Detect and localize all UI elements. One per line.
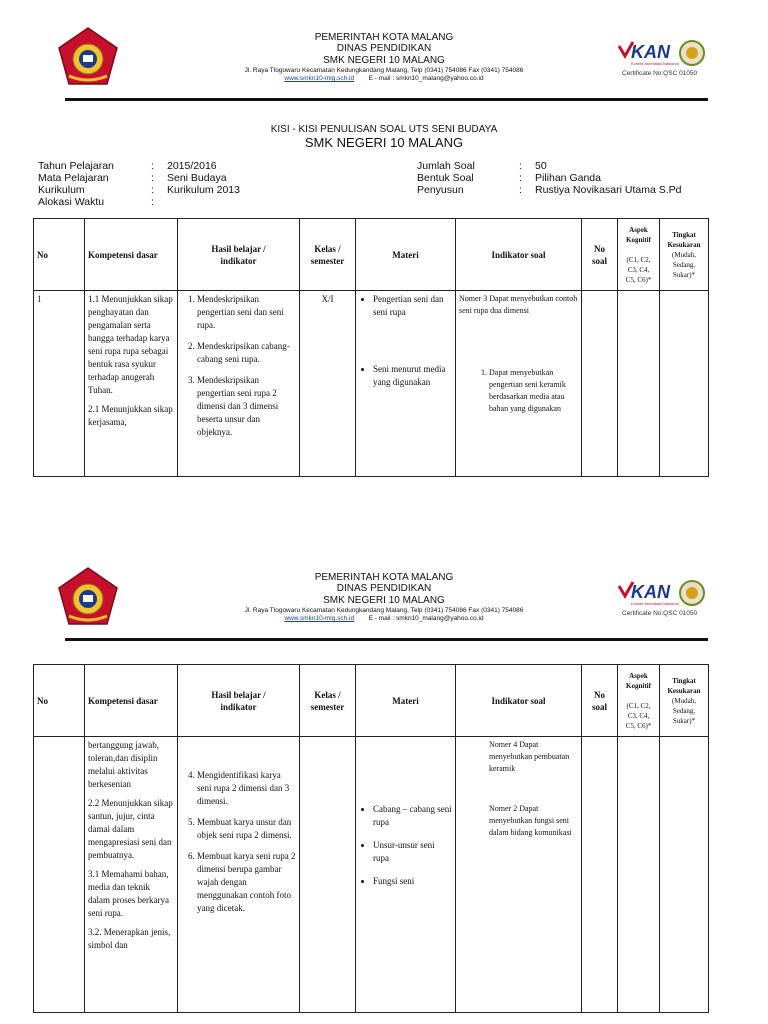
cell-hasil: 1. Mendeskripsikan pengertian seni dan seni rupa. 2. Mendeskripsikan cabang-cabang seni rupa. 3. Mendeskripsikan pengertian seni rupa 2 dimensi dan 3 dimensi beserta unsur dan objeknya. bbox=[178, 291, 300, 477]
meta-row: Jumlah Soal : 50 bbox=[417, 160, 547, 172]
col-no-soal: No soal bbox=[582, 219, 618, 291]
cell-aspek bbox=[618, 291, 660, 477]
kan-text: KAN bbox=[631, 582, 670, 602]
header-government: PEMERINTAH KOTA MALANG bbox=[314, 32, 454, 43]
header-address: Jl. Raya Tlogowaru Kecamatan Kedungkandang Malang, Telp (0341) 754086 Fax (0341) 754086 bbox=[244, 67, 524, 74]
cell-aspek bbox=[618, 737, 660, 1013]
kan-sub-text: Komite Akreditasi Nasional bbox=[631, 61, 679, 66]
col-materi: Materi bbox=[356, 665, 456, 737]
header-rule bbox=[65, 638, 708, 641]
cell-kd: bertanggung jawab, toleran,dan disiplin melalui aktivitas berkesenian 2.2 Menunjukkan sikap santun, jujur, cinta damai dalam mengapresiasi seni dan pembuatnya. 3.1 Memahami bahan, media dan teknik dalam proses berkarya seni rupa. 3.2. Menerapkan jenis, simbol dan bbox=[85, 737, 178, 1013]
col-materi: Materi bbox=[356, 219, 456, 291]
table-header-row bbox=[34, 665, 709, 737]
table-row bbox=[34, 737, 709, 1013]
col-no: No bbox=[34, 219, 85, 291]
website-link[interactable]: www.smkn10-mlg.sch.id bbox=[284, 615, 355, 622]
header-school: SMK NEGERI 10 MALANG bbox=[323, 55, 445, 66]
header-rule bbox=[65, 98, 708, 101]
meta-row: Alokasi Waktu : bbox=[38, 196, 154, 208]
letterhead bbox=[0, 0, 768, 100]
header-government: PEMERINTAH KOTA MALANG bbox=[314, 572, 454, 583]
col-hasil: Hasil belajar / indikator bbox=[178, 219, 300, 291]
meta-left bbox=[38, 160, 240, 208]
email-text: E - mail : smkn10_malang@yahoo.co.id bbox=[368, 75, 484, 82]
header-department: DINAS PENDIDIKAN bbox=[336, 583, 432, 594]
col-tingkat: Tingkat Kesukaran (Mudah, Sedang, Sukar)* bbox=[660, 665, 709, 737]
col-no-soal: No soal bbox=[582, 665, 618, 737]
kisi-table-1 bbox=[33, 218, 709, 477]
col-kelas: Kelas / semester bbox=[300, 665, 356, 737]
cell-no-soal bbox=[582, 737, 618, 1013]
cell-tingkat bbox=[660, 737, 709, 1013]
header-address: Jl. Raya Tlogowaru Kecamatan Kedungkandang Malang, Telp (0341) 754086 Fax (0341) 754086 bbox=[244, 607, 524, 614]
col-kompetensi: Kompetensi dasar bbox=[85, 665, 178, 737]
email-text: E - mail : smkn10_malang@yahoo.co.id bbox=[368, 615, 484, 622]
meta-row: Penyusun : Rustiya Novikasari Utama S.Pd bbox=[417, 184, 682, 196]
header-school: SMK NEGERI 10 MALANG bbox=[323, 595, 445, 606]
meta-row: Tahun Pelajaran : 2015/2016 bbox=[38, 160, 217, 172]
table-row bbox=[34, 291, 709, 477]
table-header-row bbox=[34, 219, 709, 291]
cell-kelas bbox=[300, 737, 356, 1013]
col-aspek: Aspek Kognitif (C1, C2, C3, C4, C5, C6)* bbox=[618, 219, 660, 291]
cell-indikator: Nomer 3 Dapat menyebutkan contoh seni rupa dua dimensi 1. Dapat menyebutkan pengertian seni keramik berdasarkan media atau bahan yang digunakan bbox=[456, 291, 582, 477]
letterhead bbox=[0, 540, 768, 640]
certificate-number: Certificate No:QSC 01050 bbox=[622, 70, 698, 77]
certificate-number: Certificate No:QSC 01050 bbox=[622, 610, 698, 617]
col-indikator: Indikator soal bbox=[456, 665, 582, 737]
cell-no-soal bbox=[582, 291, 618, 477]
kan-text: KAN bbox=[631, 42, 670, 62]
col-indikator: Indikator soal bbox=[456, 219, 582, 291]
cell-materi: • Cabang – cabang seni rupa • Unsur-unsur seni rupa • Fungsi seni bbox=[356, 737, 456, 1013]
cell-tingkat bbox=[660, 291, 709, 477]
col-no: No bbox=[34, 665, 85, 737]
meta-right bbox=[417, 160, 681, 196]
kan-sub-text: Komite Akreditasi Nasional bbox=[631, 601, 679, 606]
cell-kd: 1.1 Menunjukkan sikap penghayatan dan pengamalan serta bangga terhadap karya seni rupa rupa sebagai bentuk rasa syukur terhadap anugerah Tuhan. 2.1 Menunjukkan sikap kerjasama, bbox=[85, 291, 178, 477]
cell-no: 1 bbox=[34, 291, 85, 477]
col-kelas: Kelas / semester bbox=[300, 219, 356, 291]
col-aspek: Aspek Kognitif (C1, C2, C3, C4, C5, C6)* bbox=[618, 665, 660, 737]
page-2 bbox=[0, 540, 768, 1024]
header-department: DINAS PENDIDIKAN bbox=[336, 43, 432, 54]
cell-hasil: 4. Mengidentifikasi karya seni rupa 2 dimensi dan 3 dimensi. 5. Membuat karya unsur dan objek seni rupa 2 dimensi. 6. Membuat karya seni rupa 2 dimensi berupa gambar wajah dengan menggunakan contoh foto yang dicetak. bbox=[178, 737, 300, 1013]
doc-title: KISI - KISI PENULISAN SOAL UTS SENI BUDAYA bbox=[270, 124, 498, 135]
col-kompetensi: Kompetensi dasar bbox=[85, 219, 178, 291]
col-tingkat: Tingkat Kesukaran (Mudah, Sedang, Sukar)* bbox=[660, 219, 709, 291]
doc-subtitle: SMK NEGERI 10 MALANG bbox=[304, 135, 464, 150]
kisi-table-2 bbox=[33, 664, 709, 1013]
meta-row: Kurikulum : Kurikulum 2013 bbox=[38, 184, 240, 196]
meta-row: Bentuk Soal : Pilihan Ganda bbox=[417, 172, 601, 184]
col-hasil: Hasil belajar / indikator bbox=[178, 665, 300, 737]
cell-materi: • Pengertian seni dan seni rupa • Seni menurut media yang digunakan bbox=[356, 291, 456, 477]
cell-no bbox=[34, 737, 85, 1013]
website-link[interactable]: www.smkn10-mlg.sch.id bbox=[284, 75, 355, 82]
meta-row: Mata Pelajaran : Seni Budaya bbox=[38, 172, 227, 184]
cell-kelas: X/I bbox=[300, 291, 356, 477]
cell-indikator: Nomer 4 Dapat menyebutkan pembuatan keramik Nomer 2 Dapat menyebutkan fungsi seni dalam bidang komunikasi bbox=[456, 737, 582, 1013]
